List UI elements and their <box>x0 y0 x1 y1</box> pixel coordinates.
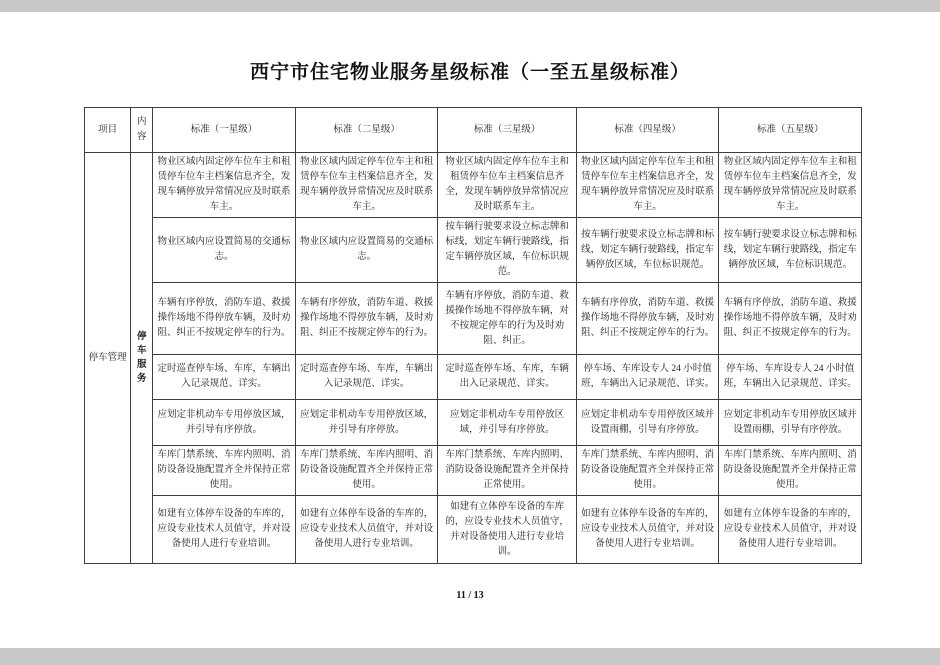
page-number: 11 / 13 <box>456 590 484 601</box>
standard-cell: 如建有立体停车设备的车库的，应设专业技术人员值守，并对设备使用人进行专业培训。 <box>295 496 438 564</box>
standard-cell: 如建有立体停车设备的车库的，应设专业技术人员值守，并对设备使用人进行专业培训。 <box>153 496 296 564</box>
standard-cell: 定时巡查停车场、车库，车辆出入记录规范、详实。 <box>438 355 577 400</box>
standard-cell: 物业区域内固定停车位车主和租赁停车位车主档案信息齐全，发现车辆停放异常情况应及时联系车主。 <box>295 153 438 218</box>
standard-cell: 停车场、车库设专人 24 小时值班，车辆出入记录规范、详实。 <box>719 355 862 400</box>
standard-cell: 应划定非机动车专用停放区域并设置雨棚，引导有序停放。 <box>576 400 719 446</box>
standard-cell: 车库门禁系统、车库内照明、消防设备设施配置齐全并保持正常使用。 <box>719 446 862 496</box>
standard-cell: 定时巡查停车场、车库，车辆出入记录规范、详实。 <box>153 355 296 400</box>
table-header <box>85 108 862 153</box>
table-row <box>85 446 862 496</box>
standard-cell: 车辆有序停放，消防车道、救援操作场地不得停放车辆，及时劝阻、纠正不按规定停车的行为。 <box>295 283 438 355</box>
standard-cell: 车库门禁系统、车库内照明、消防设备设施配置齐全并保持正常使用。 <box>153 446 296 496</box>
standard-cell: 按车辆行驶要求设立标志牌和标线，划定车辆行驶路线，指定车辆停放区域，车位标识规范。 <box>576 218 719 283</box>
column-header: 标准（四星级） <box>576 108 719 153</box>
table-row <box>85 218 862 283</box>
column-header: 标准（二星级） <box>295 108 438 153</box>
page-title: 西宁市住宅物业服务星级标准（一至五星级标准） <box>249 62 690 83</box>
table-row <box>85 153 862 218</box>
standard-cell: 物业区域内应设置简易的交通标志。 <box>153 218 296 283</box>
standard-cell: 物业区域内固定停车位车主和租赁停车位车主档案信息齐全，发现车辆停放异常情况应及时联系车主。 <box>576 153 719 218</box>
standard-cell: 物业区域内固定停车位车主和租赁停车位车主档案信息齐全，发现车辆停放异常情况应及时联系车主。 <box>153 153 296 218</box>
content-label: 停车服务 <box>131 153 153 564</box>
standard-cell: 如建有立体停车设备的车库的，应设专业技术人员值守，并对设备使用人进行专业培训。 <box>438 496 577 564</box>
standard-cell: 车库门禁系统、车库内照明、消防设备设施配置齐全并保持正常使用。 <box>576 446 719 496</box>
standard-cell: 车库门禁系统、车库内照明、消防设备设施配置齐全并保持正常使用。 <box>438 446 577 496</box>
table-row <box>85 400 862 446</box>
table-row <box>85 355 862 400</box>
standard-cell: 物业区域内固定停车位车主和租赁停车位车主档案信息齐全，发现车辆停放异常情况应及时联系车主。 <box>719 153 862 218</box>
column-header: 标准（五星级） <box>719 108 862 153</box>
standard-cell: 如建有立体停车设备的车库的，应设专业技术人员值守，并对设备使用人进行专业培训。 <box>576 496 719 564</box>
project-label: 停车管理 <box>85 153 131 564</box>
standard-cell: 应划定非机动车专用停放区域并设置雨棚，引导有序停放。 <box>719 400 862 446</box>
header-row <box>85 108 862 153</box>
column-header: 内容 <box>131 108 153 153</box>
standard-cell: 如建有立体停车设备的车库的，应设专业技术人员值守，并对设备使用人进行专业培训。 <box>719 496 862 564</box>
standard-cell: 按车辆行驶要求设立标志牌和标线，划定车辆行驶路线，指定车辆停放区域，车位标识规范。 <box>719 218 862 283</box>
table-row <box>85 496 862 564</box>
standard-cell: 按车辆行驶要求设立标志牌和标线，划定车辆行驶路线，指定车辆停放区域，车位标识规范。 <box>438 218 577 283</box>
standard-cell: 应划定非机动车专用停放区域，并引导有序停放。 <box>295 400 438 446</box>
standard-cell: 应划定非机动车专用停放区域，并引导有序停放。 <box>438 400 577 446</box>
standard-cell: 物业区域内固定停车位车主和租赁停车位车主档案信息齐全，发现车辆停放异常情况应及时联系车主。 <box>438 153 577 218</box>
standard-cell: 定时巡查停车场、车库，车辆出入记录规范、详实。 <box>295 355 438 400</box>
table-body <box>85 153 862 564</box>
standard-cell: 车辆有序停放，消防车道、救援操作场地不得停放车辆，对不按规定停车的行为及时劝阻、纠正。 <box>438 283 577 355</box>
document-page <box>0 12 940 648</box>
column-header: 标准（一星级） <box>153 108 296 153</box>
standard-cell: 物业区域内应设置简易的交通标志。 <box>295 218 438 283</box>
standard-cell: 停车场、车库设专人 24 小时值班，车辆出入记录规范、详实。 <box>576 355 719 400</box>
standard-cell: 车辆有序停放，消防车道、救援操作场地不得停放车辆，及时劝阻、纠正不按规定停车的行为。 <box>719 283 862 355</box>
standards-table <box>84 107 862 564</box>
column-header: 标准（三星级） <box>438 108 577 153</box>
standard-cell: 应划定非机动车专用停放区域，并引导有序停放。 <box>153 400 296 446</box>
standard-cell: 车辆有序停放，消防车道、救援操作场地不得停放车辆，及时劝阻、纠正不按规定停车的行为。 <box>576 283 719 355</box>
standard-cell: 车库门禁系统、车库内照明、消防设备设施配置齐全并保持正常使用。 <box>295 446 438 496</box>
column-header: 项目 <box>85 108 131 153</box>
table-row <box>85 283 862 355</box>
standard-cell: 车辆有序停放，消防车道、救援操作场地不得停放车辆，及时劝阻、纠正不按规定停车的行为。 <box>153 283 296 355</box>
